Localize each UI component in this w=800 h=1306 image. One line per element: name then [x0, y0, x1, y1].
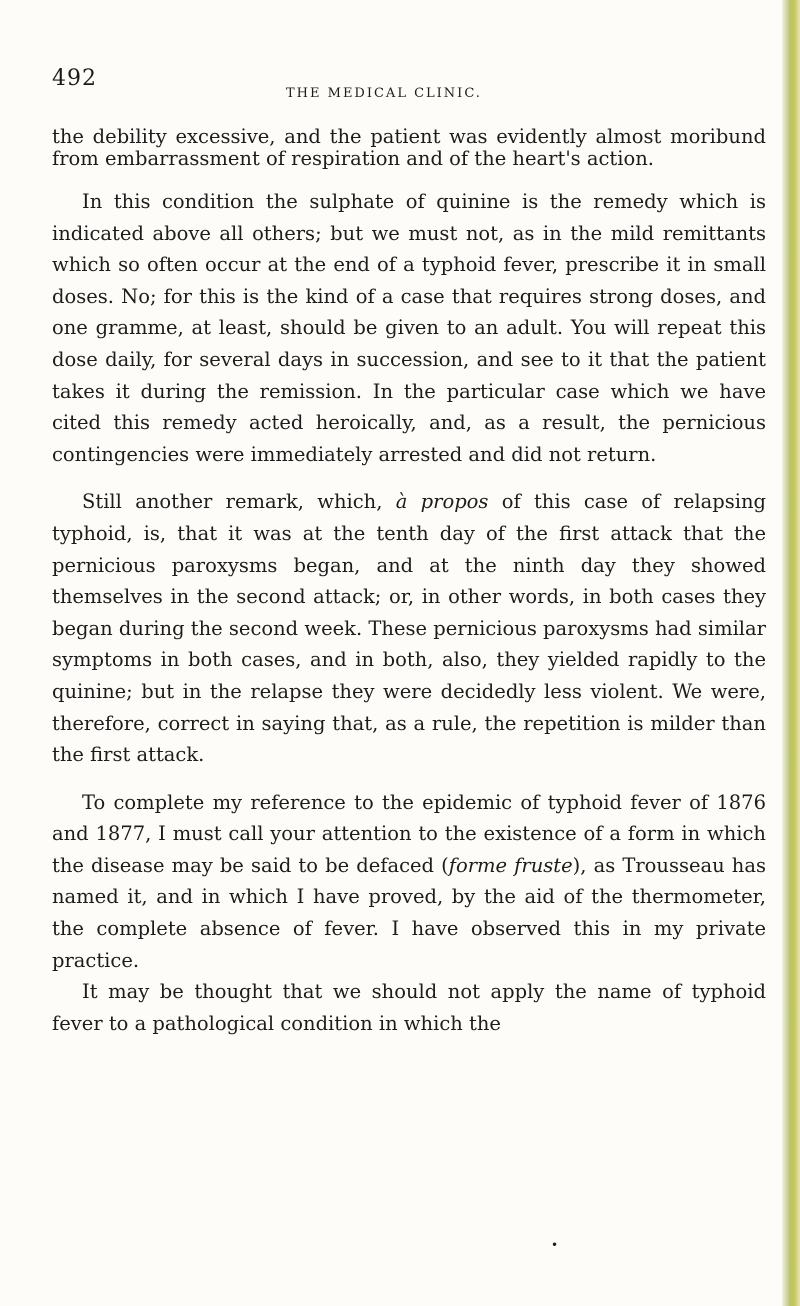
stray-mark: •: [551, 1238, 559, 1252]
body-text: [52, 126, 766, 1039]
paragraph-1: the debility excessive, and the patient was evidently almost moribund from embarrassment of respiration and of the heart's action.: [52, 125, 766, 170]
page-number: 492: [52, 66, 97, 91]
paragraph-3-text-b: of this case of relapsing typhoid, is, that it was at the tenth day of the first attack that the pernicious paroxysms began, and at the ninth day they showed themselves in the second attack; or, in other words, in both cases they began during the second week. These pernicious paroxysms had similar symptoms in both cases, and in both, also, they yielded rapidly to the quinine; but in the relapse they were decidedly less violent. We were, therefore, correct in saying that, as a rule, the repetition is milder than the first attack.: [52, 490, 767, 767]
running-head: THE MEDICAL CLINIC.: [286, 86, 482, 101]
paragraph-4-text-a: To complete my reference to the epidemic of typhoid fever of 1876 and 1877, I must call your attention to the existence of a form in which the disease may be said to be defaced (: [52, 790, 766, 877]
paragraph-4-text-b: ), as Trousseau has named it, and in which I have proved, by the aid of the thermometer, the complete absence of fever. I have observed this in my private practice.: [52, 853, 766, 972]
paragraph-4-italic: forme fruste: [448, 853, 573, 877]
paragraph-5: It may be thought that we should not apply the name of typhoid fever to a pathological condition in which the: [52, 980, 766, 1035]
page-edge: [782, 0, 800, 1306]
paragraph-3: [52, 486, 766, 770]
paragraph-2: In this condition the sulphate of quinine is the remedy which is indicated above all others; but we must not, as in the mild remittants which so often occur at the end of a typhoid fever, prescribe it in small doses. No; for this is the kind of a case that requires strong doses, and one gramme, at least, should be given to an adult. You will repeat this dose daily, for several days in succession, and see to it that the patient takes it during the remission. In the particular case which we have cited this remedy acted heroically, and, as a result, the pernicious contingencies were immediately arrested and did not return.: [52, 190, 766, 466]
paragraph-3-text-a: Still another remark, which,: [82, 490, 383, 514]
paragraph-3-italic: à propos: [395, 490, 489, 514]
paragraph-4: [52, 787, 766, 977]
